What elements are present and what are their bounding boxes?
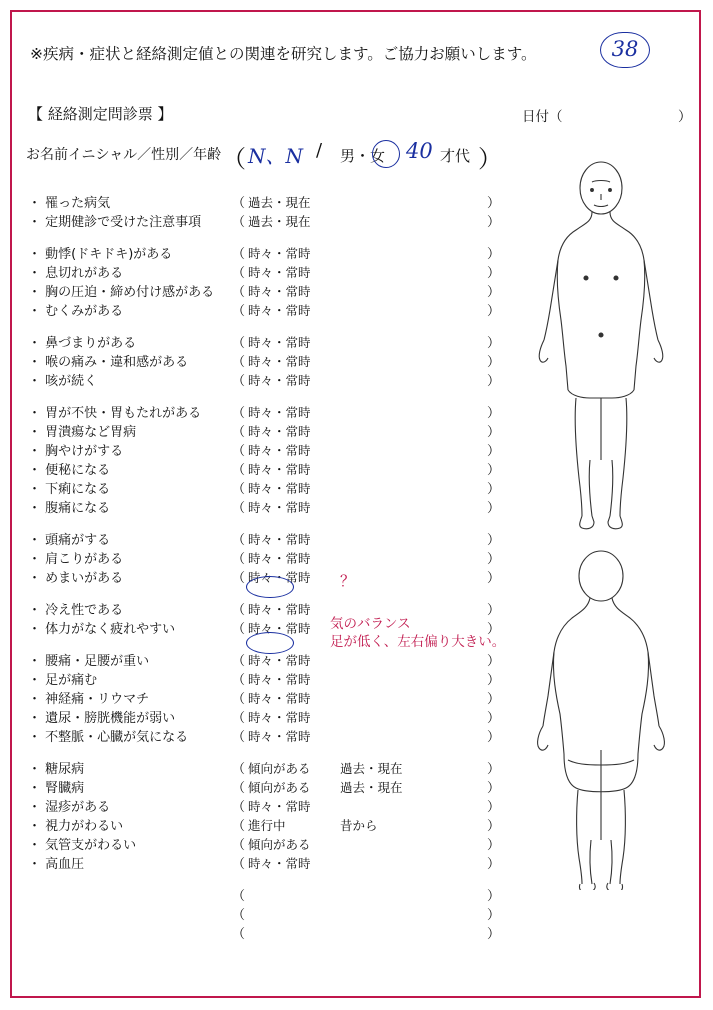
question-label: ・ 腰痛・足腰が重い bbox=[28, 654, 150, 669]
question-label: ・ 喉の痛み・違和感がある bbox=[28, 355, 189, 370]
handwritten-id-number: 38 bbox=[600, 32, 650, 68]
answer-close-paren[interactable]: ） bbox=[487, 266, 501, 281]
question-label: ・ 足が痛む bbox=[28, 673, 98, 688]
question-label: ・ 糖尿病 bbox=[28, 762, 85, 777]
answer-option-primary[interactable]: 時々・常時 bbox=[248, 481, 311, 496]
answer-option-primary[interactable]: 時々・常時 bbox=[248, 303, 311, 318]
answer-open-paren[interactable]: （ bbox=[232, 654, 246, 669]
answer-open-paren[interactable]: （ bbox=[232, 908, 246, 923]
answer-close-paren[interactable]: ） bbox=[487, 908, 501, 923]
answer-option-primary[interactable]: 時々・常時 bbox=[248, 691, 311, 706]
answer-close-paren[interactable]: ） bbox=[487, 692, 501, 707]
answer-close-paren[interactable]: ） bbox=[487, 374, 501, 389]
question-label: ・ 気管支がわるい bbox=[28, 838, 137, 853]
body-figure-front bbox=[506, 160, 696, 530]
answer-open-paren[interactable]: （ bbox=[232, 838, 246, 853]
answer-option-primary[interactable]: 時々・常時 bbox=[248, 532, 311, 547]
answer-open-paren[interactable]: （ bbox=[232, 711, 246, 726]
question-label: ・ 胃潰瘍など胃病 bbox=[28, 425, 137, 440]
answer-option-primary[interactable]: 時々・常時 bbox=[248, 653, 311, 668]
question-label: ・ 胃が不快・胃もたれがある bbox=[28, 406, 202, 421]
answer-open-paren[interactable]: （ bbox=[232, 857, 246, 872]
question-label: ・ むくみがある bbox=[28, 304, 124, 319]
answer-close-paren[interactable]: ） bbox=[487, 622, 501, 637]
question-label: ・ 定期健診で受けた注意事項 bbox=[28, 215, 202, 230]
answer-close-paren[interactable]: ） bbox=[487, 285, 501, 300]
answer-open-paren[interactable]: （ bbox=[232, 355, 246, 370]
identity-slash-1: / bbox=[316, 140, 323, 161]
answer-open-paren[interactable]: （ bbox=[232, 552, 246, 567]
answer-option-primary[interactable]: 傾向がある bbox=[248, 780, 311, 795]
answer-option-primary[interactable]: 傾向がある bbox=[248, 837, 311, 852]
answer-option-primary[interactable]: 時々・常時 bbox=[248, 856, 311, 871]
notice-text: ※疾病・症状と経絡測定値との関連を研究します。ご協力お願いします。 bbox=[30, 45, 537, 63]
answer-close-paren[interactable]: ） bbox=[487, 463, 501, 478]
answer-close-paren[interactable]: ） bbox=[487, 654, 501, 669]
answer-close-paren[interactable]: ） bbox=[487, 571, 501, 586]
question-label: ・ 遺尿・膀胱機能が弱い bbox=[28, 711, 176, 726]
answer-option-primary[interactable]: 時々・常時 bbox=[248, 462, 311, 477]
answer-open-paren[interactable]: （ bbox=[232, 196, 246, 211]
answer-option-secondary[interactable]: 過去・現在 bbox=[340, 780, 403, 795]
answer-open-paren[interactable]: （ bbox=[232, 482, 246, 497]
answer-close-paren[interactable]: ） bbox=[487, 838, 501, 853]
answer-option-primary[interactable]: 時々・常時 bbox=[248, 799, 311, 814]
circle-mark-cold-constitution bbox=[246, 632, 294, 654]
answer-close-paren[interactable]: ） bbox=[487, 857, 501, 872]
question-label: ・ めまいがある bbox=[28, 571, 124, 586]
answer-option-primary[interactable]: 時々・常時 bbox=[248, 729, 311, 744]
answer-option-primary[interactable]: 過去・現在 bbox=[248, 214, 311, 229]
answer-open-paren[interactable]: （ bbox=[232, 730, 246, 745]
answer-option-secondary[interactable]: 昔から bbox=[340, 818, 378, 833]
answer-option-primary[interactable]: 時々・常時 bbox=[248, 424, 311, 439]
answer-open-paren[interactable]: （ bbox=[232, 266, 246, 281]
answer-option-primary[interactable]: 時々・常時 bbox=[248, 621, 311, 636]
question-label: ・ 罹った病気 bbox=[28, 196, 111, 211]
answer-option-primary[interactable]: 時々・常時 bbox=[248, 710, 311, 725]
answer-open-paren[interactable]: （ bbox=[232, 304, 246, 319]
answer-option-primary[interactable]: 時々・常時 bbox=[248, 354, 311, 369]
question-label: ・ 湿疹がある bbox=[28, 800, 111, 815]
answer-open-paren[interactable]: （ bbox=[232, 889, 246, 904]
answer-close-paren[interactable]: ） bbox=[487, 673, 501, 688]
answer-close-paren[interactable]: ） bbox=[487, 552, 501, 567]
answer-open-paren[interactable]: （ bbox=[232, 463, 246, 478]
answer-open-paren[interactable]: （ bbox=[232, 673, 246, 688]
question-label: ・ 便秘になる bbox=[28, 463, 111, 478]
question-label: ・ 息切れがある bbox=[28, 266, 124, 281]
answer-close-paren[interactable]: ） bbox=[487, 711, 501, 726]
answer-option-primary[interactable]: 時々・常時 bbox=[248, 551, 311, 566]
answer-close-paren[interactable]: ） bbox=[487, 425, 501, 440]
answer-option-primary[interactable]: 過去・現在 bbox=[248, 195, 311, 210]
answer-close-paren[interactable]: ） bbox=[487, 247, 501, 262]
answer-open-paren[interactable]: （ bbox=[232, 571, 246, 586]
question-label: ・ 高血圧 bbox=[28, 857, 85, 872]
answer-open-paren[interactable]: （ bbox=[232, 800, 246, 815]
page-title: 【 経絡測定問診票 】 bbox=[28, 105, 173, 123]
identity-open-paren: （ bbox=[222, 145, 246, 173]
initials-value: N、N bbox=[248, 144, 303, 168]
answer-close-paren[interactable]: ） bbox=[487, 762, 501, 777]
question-label: ・ 視力がわるい bbox=[28, 819, 124, 834]
answer-close-paren[interactable]: ） bbox=[487, 819, 501, 834]
question-label: ・ 下痢になる bbox=[28, 482, 111, 497]
sex-selected-circle bbox=[372, 140, 400, 168]
answer-close-paren[interactable]: ） bbox=[487, 336, 501, 351]
question-label: ・ 胸の圧迫・締め付け感がある bbox=[28, 285, 215, 300]
answer-open-paren[interactable]: （ bbox=[232, 374, 246, 389]
answer-close-paren[interactable]: ） bbox=[487, 482, 501, 497]
answer-close-paren[interactable]: ） bbox=[487, 800, 501, 815]
answer-open-paren[interactable]: （ bbox=[232, 406, 246, 421]
question-label: ・ 腹痛になる bbox=[28, 501, 111, 516]
answer-close-paren[interactable]: ） bbox=[487, 889, 501, 904]
age-suffix: 才代 bbox=[440, 147, 471, 165]
answer-open-paren[interactable]: （ bbox=[232, 762, 246, 777]
question-label: ・ 不整脈・心臓が気になる bbox=[28, 730, 189, 745]
answer-close-paren[interactable]: ） bbox=[487, 781, 501, 796]
answer-open-paren[interactable]: （ bbox=[232, 247, 246, 262]
answer-open-paren[interactable]: （ bbox=[232, 927, 246, 942]
age-value: 40 bbox=[406, 139, 433, 163]
answer-option-primary[interactable]: 時々・常時 bbox=[248, 246, 311, 261]
answer-open-paren[interactable]: （ bbox=[232, 622, 246, 637]
answer-close-paren[interactable]: ） bbox=[487, 355, 501, 370]
identity-label: お名前イニシャル／性別／年齢 bbox=[26, 147, 222, 163]
answer-close-paren[interactable]: ） bbox=[487, 927, 501, 942]
answer-option-primary[interactable]: 進行中 bbox=[248, 818, 286, 833]
question-mark-annotation: ？ bbox=[340, 572, 356, 590]
body-figure-back bbox=[506, 550, 696, 890]
answer-open-paren[interactable]: （ bbox=[232, 603, 246, 618]
answer-option-secondary[interactable]: 過去・現在 bbox=[340, 761, 403, 776]
sex-label: 男・女 bbox=[340, 147, 386, 165]
answer-option-primary[interactable]: 時々・常時 bbox=[248, 500, 311, 515]
answer-option-primary[interactable]: 時々・常時 bbox=[248, 570, 311, 585]
answer-open-paren[interactable]: （ bbox=[232, 285, 246, 300]
answer-close-paren[interactable]: ） bbox=[487, 304, 501, 319]
date-close-paren: ） bbox=[678, 109, 692, 125]
answer-close-paren[interactable]: ） bbox=[487, 730, 501, 745]
answer-option-primary[interactable]: 時々・常時 bbox=[248, 373, 311, 388]
answer-open-paren[interactable]: （ bbox=[232, 215, 246, 230]
answer-option-primary[interactable]: 時々・常時 bbox=[248, 443, 311, 458]
answer-option-primary[interactable]: 時々・常時 bbox=[248, 265, 311, 280]
answer-option-primary[interactable]: 時々・常時 bbox=[248, 284, 311, 299]
answer-close-paren[interactable]: ） bbox=[487, 196, 501, 211]
question-label: ・ 鼻づまりがある bbox=[28, 336, 137, 351]
answer-close-paren[interactable]: ） bbox=[487, 215, 501, 230]
question-label: ・ 肩こりがある bbox=[28, 552, 124, 567]
answer-open-paren[interactable]: （ bbox=[232, 692, 246, 707]
red-note-line2: 足が低く、左右偏り大きい。 bbox=[330, 634, 506, 650]
question-label: ・ 冷え性である bbox=[28, 603, 124, 618]
answer-close-paren[interactable]: ） bbox=[487, 406, 501, 421]
answer-option-primary[interactable]: 傾向がある bbox=[248, 761, 311, 776]
identity-close-paren: ） bbox=[478, 145, 502, 173]
answer-option-primary[interactable]: 時々・常時 bbox=[248, 602, 311, 617]
answer-close-paren[interactable]: ） bbox=[487, 444, 501, 459]
answer-open-paren[interactable]: （ bbox=[232, 819, 246, 834]
answer-option-primary[interactable]: 時々・常時 bbox=[248, 672, 311, 687]
answer-open-paren[interactable]: （ bbox=[232, 336, 246, 351]
answer-open-paren[interactable]: （ bbox=[232, 781, 246, 796]
answer-close-paren[interactable]: ） bbox=[487, 501, 501, 516]
answer-open-paren[interactable]: （ bbox=[232, 501, 246, 516]
question-label: ・ 腎臓病 bbox=[28, 781, 85, 796]
question-label: ・ 神経痛・リウマチ bbox=[28, 692, 150, 707]
answer-close-paren[interactable]: ） bbox=[487, 533, 501, 548]
date-label: 日付（ bbox=[522, 109, 563, 125]
question-label: ・ 動悸(ドキドキ)がある bbox=[28, 247, 173, 262]
question-label: ・ 胸やけがする bbox=[28, 444, 124, 459]
answer-option-primary[interactable]: 時々・常時 bbox=[248, 335, 311, 350]
answer-option-primary[interactable]: 時々・常時 bbox=[248, 405, 311, 420]
red-note-line1: 気のバランス bbox=[330, 616, 411, 632]
answer-open-paren[interactable]: （ bbox=[232, 533, 246, 548]
circle-mark-shoulder-stiffness bbox=[246, 576, 294, 598]
question-label: ・ 咳が続く bbox=[28, 374, 98, 389]
answer-close-paren[interactable]: ） bbox=[487, 603, 501, 618]
answer-open-paren[interactable]: （ bbox=[232, 444, 246, 459]
question-label: ・ 頭痛がする bbox=[28, 533, 111, 548]
answer-open-paren[interactable]: （ bbox=[232, 425, 246, 440]
question-label: ・ 体力がなく疲れやすい bbox=[28, 622, 176, 637]
